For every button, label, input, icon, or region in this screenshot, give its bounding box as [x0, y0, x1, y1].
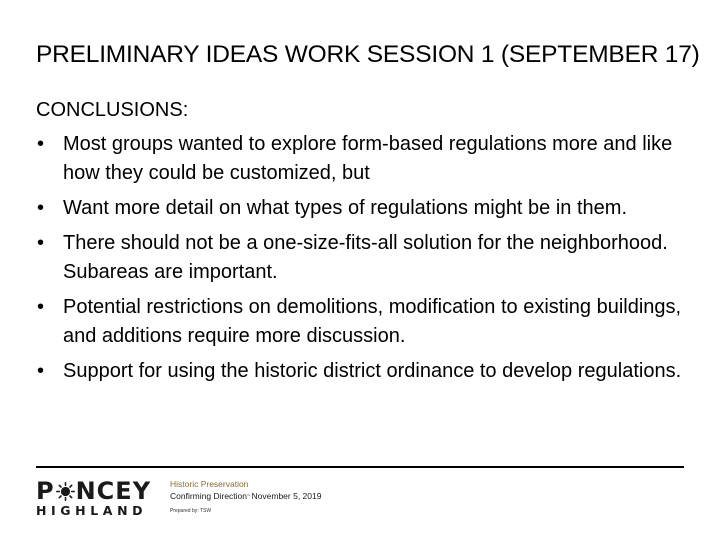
- list-item: [36, 130, 686, 188]
- slide-title: PRELIMINARY IDEAS WORK SESSION 1 (SEPTEMBER 17): [36, 41, 700, 68]
- list-item-text: Want more detail on what types of regulations might be in them.: [63, 197, 627, 219]
- phase-separator: ~: [247, 493, 251, 499]
- project-name: Historic Preservation: [170, 479, 249, 489]
- list-item-text: There should not be a one-size-fits-all solution for the neighborhood. Subareas are important.: [63, 232, 668, 283]
- list-item-text: Most groups wanted to explore form-based regulations more and like how they could be customized, but: [63, 133, 673, 184]
- logo-letters-ncey: NCEY: [75, 477, 152, 505]
- list-item: [36, 357, 686, 386]
- logo-line-2: HIGHLAND: [36, 503, 148, 518]
- phase-name: Confirming Direction: [170, 491, 247, 501]
- list-item-text: Potential restrictions on demolitions, modification to existing buildings, and additions require more discussion.: [63, 296, 682, 347]
- list-item: [36, 293, 686, 351]
- poncey-highland-logo: [36, 478, 162, 518]
- presentation-date: November 5, 2019: [251, 491, 322, 501]
- phase-line: [170, 490, 321, 502]
- conclusions-heading: CONCLUSIONS:: [36, 99, 189, 121]
- list-item-text: Support for using the historic district ordinance to develop regulations.: [63, 360, 682, 382]
- bullet-icon: •: [37, 133, 45, 155]
- logo-line-1: [36, 478, 162, 504]
- footer-divider: [36, 466, 684, 468]
- bullet-icon: •: [37, 197, 45, 219]
- bullet-icon: •: [37, 360, 45, 382]
- bullet-icon: •: [37, 296, 45, 318]
- conclusions-list: [36, 130, 686, 392]
- logo-letter-p: P: [36, 477, 55, 505]
- list-item: [36, 229, 686, 287]
- list-item: [36, 194, 686, 223]
- sun-icon: [56, 480, 75, 499]
- bullet-icon: •: [37, 232, 45, 254]
- footer-info: [170, 478, 321, 515]
- prepared-by: Prepared by: TSW: [170, 508, 212, 514]
